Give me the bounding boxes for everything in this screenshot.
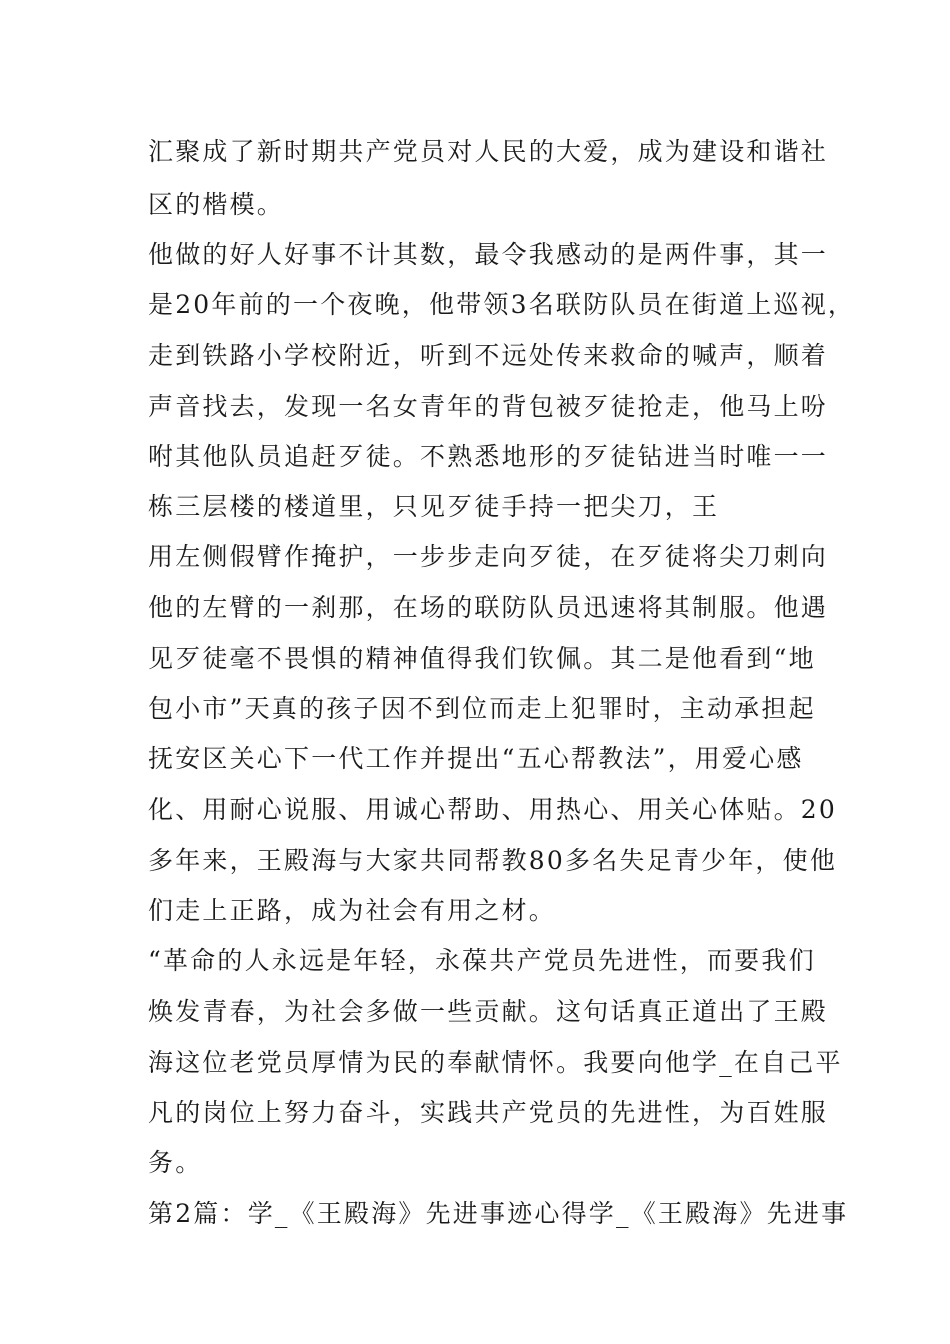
text-line: 们走上正路，成为社会有用之材。 — [148, 896, 557, 925]
text-line: 化、用耐心说服、用诚心帮助、用热心、用关心体贴。20 — [148, 795, 838, 824]
text-line: 包小市”天真的孩子因不到位而走上犯罪时，主动承担起 — [148, 694, 816, 723]
text-line: 焕发青春，为社会多做一些贡献。这句话真正道出了王殿 — [148, 997, 829, 1026]
text-line: 他的左臂的一刹那，在场的联防队员迅速将其制服。他遇 — [148, 593, 829, 622]
text-line: 抚安区关心下一代工作并提出“五心帮教法”，用爱心感 — [148, 744, 804, 773]
text-line: 海这位老党员厚情为民的奉献情怀。我要向他学_在自己平 — [148, 1048, 843, 1077]
text-line: 声音找去，发现一名女青年的背包被歹徒抢走，他马上吩 — [148, 392, 829, 421]
text-line: 走到铁路小学校附近，听到不远处传来救命的喊声，顺着 — [148, 341, 829, 370]
text-line: 栋三层楼的楼道里，只见歹徒手持一把尖刀，王 — [148, 492, 720, 521]
text-line: 见歹徒毫不畏惧的精神值得我们钦佩。其二是他看到“地 — [148, 644, 816, 673]
text-line: 多年来，王殿海与大家共同帮教80多名失足青少年，使他 — [148, 846, 838, 875]
text-line: 他做的好人好事不计其数，最令我感动的是两件事，其一 — [148, 240, 829, 269]
text-line: 汇聚成了新时期共产党员对人民的大爱，成为建设和谐社 — [148, 137, 829, 166]
text-line: 是20年前的一个夜晚，他带领3名联防队员在街道上巡视， — [148, 290, 856, 319]
text-line: 区的楷模。 — [148, 190, 285, 219]
text-line: 用左侧假臂作掩护，一步步走向歹徒，在歹徒将尖刀刺向 — [148, 542, 829, 571]
text-line: 咐其他队员追赶歹徒。不熟悉地形的歹徒钻进当时唯一一 — [148, 442, 829, 471]
text-line: “革命的人永远是年轻，永葆共产党员先进性，而要我们 — [148, 946, 816, 975]
section-heading: 第2篇：学_《王殿海》先进事迹心得学_《王殿海》先进事 — [148, 1199, 849, 1228]
text-line: 务。 — [148, 1148, 203, 1177]
text-line: 凡的岗位上努力奋斗，实践共产党员的先进性，为百姓服 — [148, 1098, 829, 1127]
